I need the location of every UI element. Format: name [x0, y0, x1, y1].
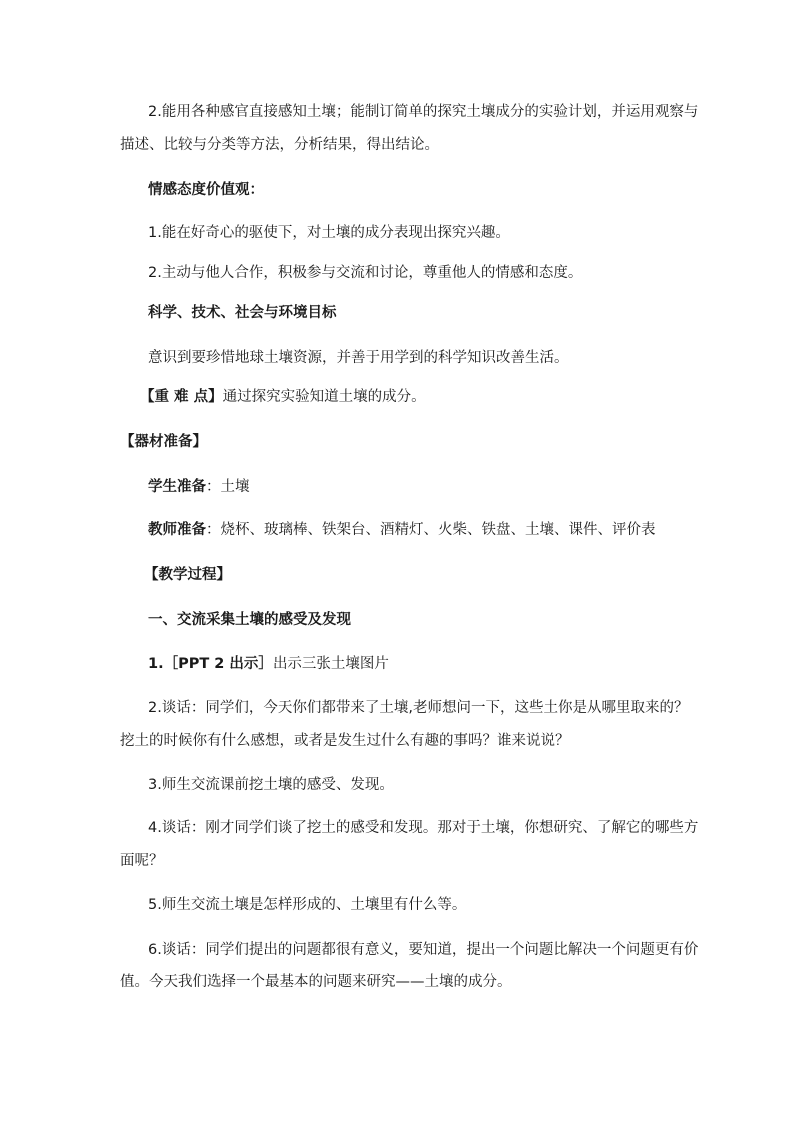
skills-item-2-line-2: 描述、比较与分类等方法，分析结果，得出结论。 — [120, 137, 439, 153]
step-4-line-1: 4.谈话：刚才同学们谈了挖土的感受和发现。那对于土壤，你想研究、了解它的哪些方 — [148, 820, 699, 836]
skills-item-2-line-1: 2.能用各种感官直接感知土壤；能制订简单的探究土壤成分的实验计划，并运用观察与 — [148, 104, 699, 120]
step-5: 5.师生交流土壤是怎样形成的、土壤里有什么等。 — [148, 897, 467, 913]
key-points — [140, 387, 426, 407]
attitude-item-1: 1.能在好奇心的驱使下，对土壤的成分表现出探究兴趣。 — [148, 225, 510, 241]
student-prep-label: 学生准备 — [148, 479, 206, 495]
step-1 — [148, 654, 389, 674]
key-points-label: 【重 难 点】 — [140, 389, 223, 405]
attitude-heading: 情感态度价值观： — [148, 182, 264, 198]
attitude-item-2: 2.主动与他人合作，积极参与交流和讨论，尊重他人的情感和态度。 — [148, 265, 583, 281]
step-2-line-1: 2.谈话：同学们，今天你们都带来了土壤,老师想问一下，这些土你是从哪里取来的？ — [148, 700, 689, 716]
step-6-line-2: 值。今天我们选择一个最基本的问题来研究——土壤的成分。 — [120, 974, 512, 990]
sts-heading: 科学、技术、社会与环境目标 — [148, 305, 337, 321]
step-1-ppt-label: 1.［PPT 2 出示］ — [148, 656, 273, 672]
key-points-text: 通过探究实验知道土壤的成分。 — [222, 389, 426, 405]
step-3: 3.师生交流课前挖土壤的感受、发现。 — [148, 777, 394, 793]
step-6-line-1: 6.谈话：同学们提出的问题都很有意义，要知道，提出一个问题比解决一个问题更有价 — [148, 942, 699, 958]
step-4-line-2: 面呢？ — [120, 853, 164, 869]
student-prep-text: ：土壤 — [206, 479, 250, 495]
step-1-text: 出示三张土壤图片 — [272, 656, 389, 672]
section-1-heading: 一、交流采集土壤的感受及发现 — [148, 612, 351, 628]
process-heading: 【教学过程】 — [144, 567, 231, 583]
student-prep — [148, 477, 250, 497]
materials-heading: 【器材准备】 — [120, 434, 207, 450]
step-2-line-2: 挖土的时候你有什么感想，或者是发生过什么有趣的事吗？谁来说说？ — [120, 733, 570, 749]
sts-text: 意识到要珍惜地球土壤资源，并善于用学到的科学知识改善生活。 — [148, 350, 569, 366]
teacher-prep-text: ：烧杯、玻璃棒、铁架台、酒精灯、火柴、铁盘、土壤、课件、评价表 — [206, 522, 656, 538]
teacher-prep — [148, 520, 656, 540]
teacher-prep-label: 教师准备 — [148, 522, 206, 538]
